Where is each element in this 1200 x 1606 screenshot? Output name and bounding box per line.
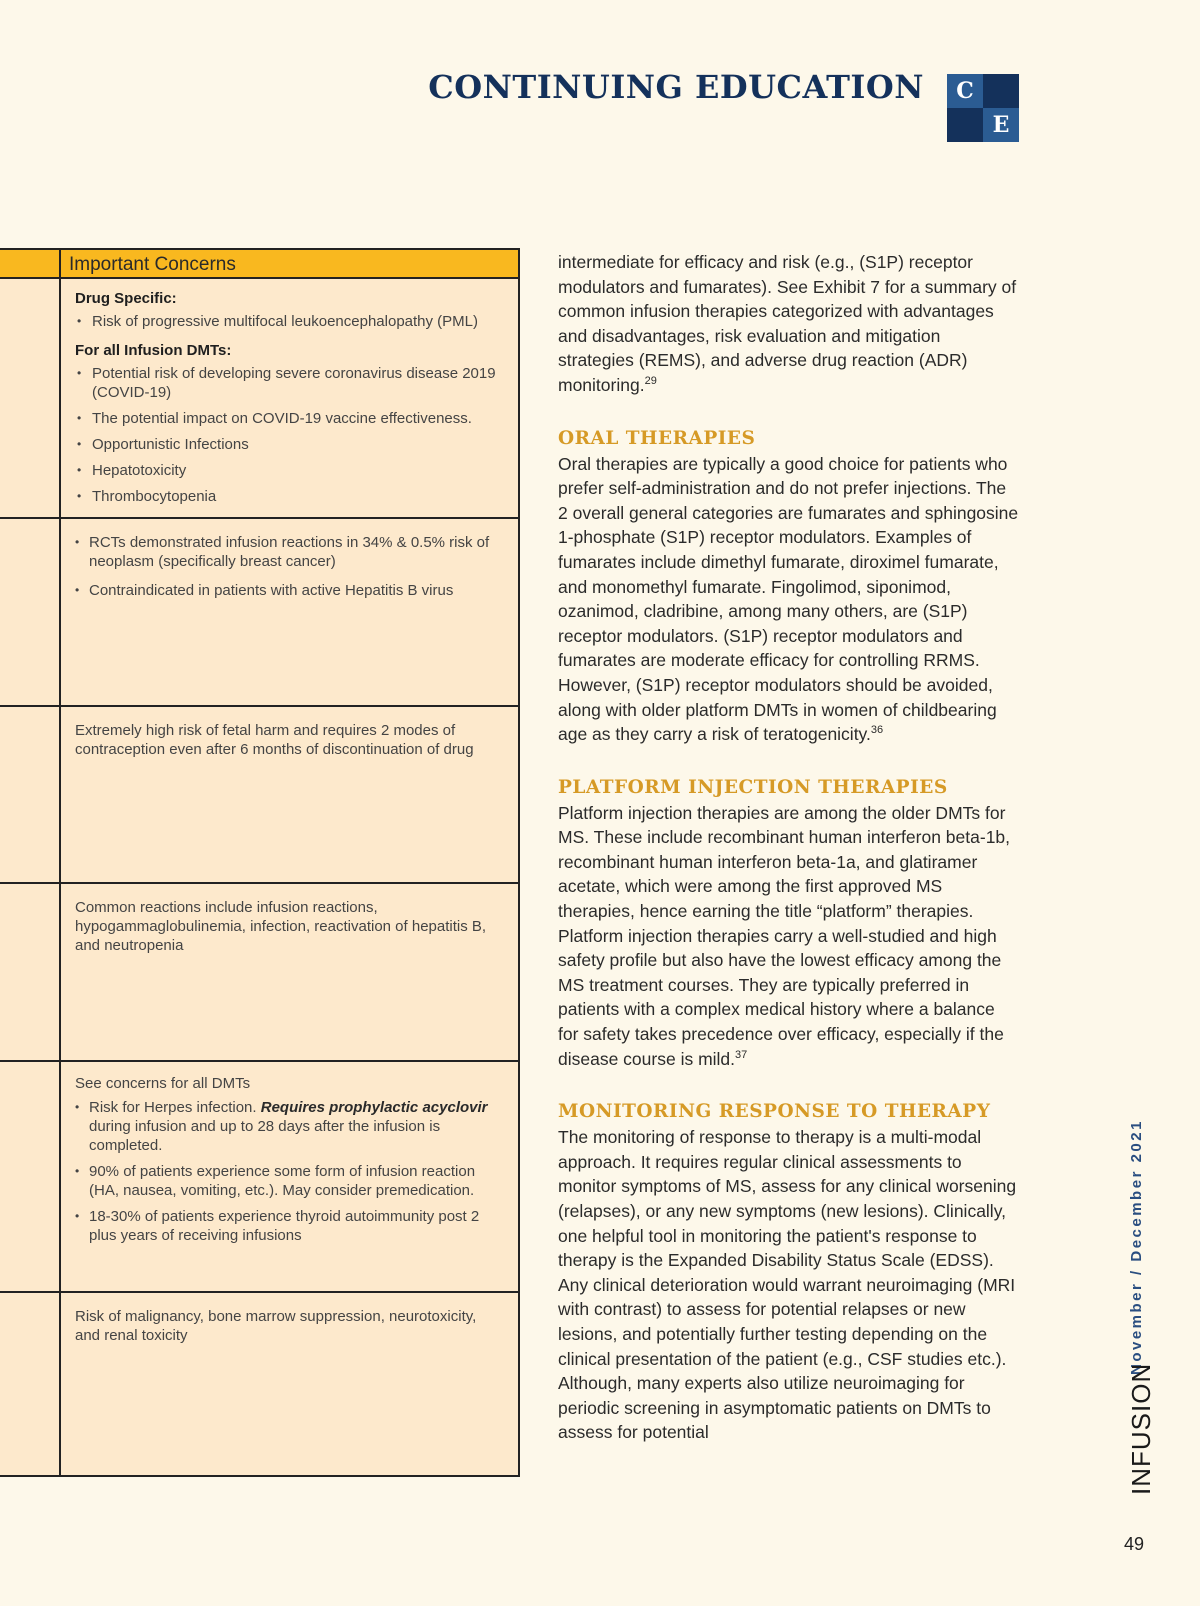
all-dmts-list	[75, 364, 504, 506]
ce-logo	[947, 74, 1019, 142]
issue-date: November / December 2021	[1128, 1119, 1145, 1375]
concerns-table	[0, 248, 520, 1477]
table-row	[0, 1062, 520, 1293]
heading-monitoring-response: MONITORING RESPONSE TO THERAPY	[558, 1101, 991, 1123]
ce-logo-block-1	[983, 74, 1019, 108]
list-item: • Hepatotoxicity	[75, 461, 504, 480]
table-row	[0, 1293, 520, 1477]
list-item: • Contraindicated in patients with active Hepatitis B virus	[75, 581, 504, 600]
list-item: • The potential impact on COVID-19 vaccine effectiveness.	[75, 409, 504, 428]
section-title: CONTINUING EDUCATION	[428, 68, 924, 106]
table-cell-text: Extremely high risk of fetal harm and requires 2 modes of contraception even after 6 months of discontinuation of drug	[61, 707, 520, 882]
table-row	[0, 519, 520, 707]
ce-logo-e: E	[983, 108, 1019, 142]
page-number: 49	[1124, 1534, 1145, 1554]
table-cell-text: Common reactions include infusion reactions, hypogammaglobulinemia, infection, reactivation of hepatitis B, and neutropenia	[61, 884, 520, 1060]
list-item: • 90% of patients experience some form of infusion reaction (HA, nausea, vomiting, etc.). May consider premedication.	[75, 1162, 504, 1200]
ce-logo-c: C	[947, 74, 983, 108]
list-item: • 18-30% of patients experience thyroid autoimmunity post 2 plus years of receiving infusions	[75, 1207, 504, 1245]
drug-specific-label: Drug Specific:	[75, 290, 177, 307]
table-cell-text: Risk of malignancy, bone marrow suppression, neurotoxicity, and renal toxicity	[61, 1293, 520, 1475]
table-row	[0, 707, 520, 884]
drug-specific-list	[75, 312, 504, 331]
magazine-logo: INFUSION	[1126, 1362, 1156, 1495]
list-item: • RCTs demonstrated infusion reactions in 34% & 0.5% risk of neoplasm (specifically breast cancer)	[75, 533, 504, 571]
list-item: • Opportunistic Infections	[75, 435, 504, 454]
list-item: • Potential risk of developing severe coronavirus disease 2019 (COVID-19)	[75, 364, 504, 402]
oral-therapies-paragraph: Oral therapies are typically a good choice for patients who prefer self-administration and do not prefer injections. The 2 overall general categories are fumarates and sphingosine 1-phosphate (S1P) receptor modulators. Examples of fumarates include dimethyl fumarate, diroximel fumarate, and monomethyl fumarate. Fingolimod, siponimod, ozanimod, cladribine, among many others, are (S1P) receptor modulators. (S1P) receptor modulators and fumarates are moderate efficacy for controlling RRMS. However, (S1P) receptor modulators should be avoided, along with older platform DMTs in women of childbearing age as they carry a risk of teratogenicity.$^{36}$	[558, 453, 1019, 745]
platform-paragraph: Platform injection therapies are among the older DMTs for MS. These include recombinant human interferon beta-1b, recombinant human interferon beta-1a, and glatiramer acetate, which were among the first approved MS therapies, hence earning the title “platform” therapies. Platform injection therapies carry a well-studied and high safety profile but also have the lowest efficacy among the MS treatment courses. They are typically preferred in patients with a complex medical history where a balance for safety takes precedence over efficacy, especially if the disease course is mild.$^{37}$	[558, 802, 1011, 1069]
all-dmts-label: For all Infusion DMTs:	[75, 342, 232, 359]
table-row	[0, 279, 520, 519]
column-header-important-concerns: Important Concerns	[61, 250, 520, 277]
list-item: • Risk of progressive multifocal leukoencephalopathy (PML)	[75, 312, 504, 331]
intro-paragraph: intermediate for efficacy and risk (e.g., (S1P) receptor modulators and fumarates). See Exhibit 7 for a summary of common infusion therapies categorized with advantages and disadvantages, risk evaluation and mitigation strategies (REMS), and adverse drug reaction (ADR) monitoring.$^{29}$	[558, 252, 1017, 395]
table-header-row	[0, 248, 520, 279]
ce-logo-block-2	[947, 108, 983, 142]
list-item: • Risk for Herpes infection. Requires prophylactic acyclovir during infusion and up to 28 days after the infusion is completed.	[75, 1098, 504, 1155]
article-column	[558, 250, 1020, 1445]
see-concerns-text: See concerns for all DMTs	[75, 1075, 251, 1092]
list-item: • Thrombocytopenia	[75, 487, 504, 506]
heading-oral-therapies: ORAL THERAPIES	[558, 427, 756, 449]
heading-platform-injection-therapies: PLATFORM INJECTION THERAPIES	[558, 776, 948, 798]
monitoring-paragraph: The monitoring of response to therapy is a multi-modal approach. It requires regular clinical assessments to monitor symptoms of MS, assess for any clinical worsening (relapses), or any new symptoms (new lesions). Clinically, one helpful tool in monitoring the patient's response to therapy is the Expanded Disability Status Scale (EDSS). Any clinical deterioration would warrant neuroimaging (MRI with contrast) to assess for potential relapses or new lesions, and potentially further testing depending on the clinical presentation of the patient (e.g., CSF studies etc.). Although, many experts also utilize neuroimaging for periodic screening in asymptomatic patients on DMTs to assess for potential	[558, 1127, 1017, 1443]
table-row	[0, 884, 520, 1062]
